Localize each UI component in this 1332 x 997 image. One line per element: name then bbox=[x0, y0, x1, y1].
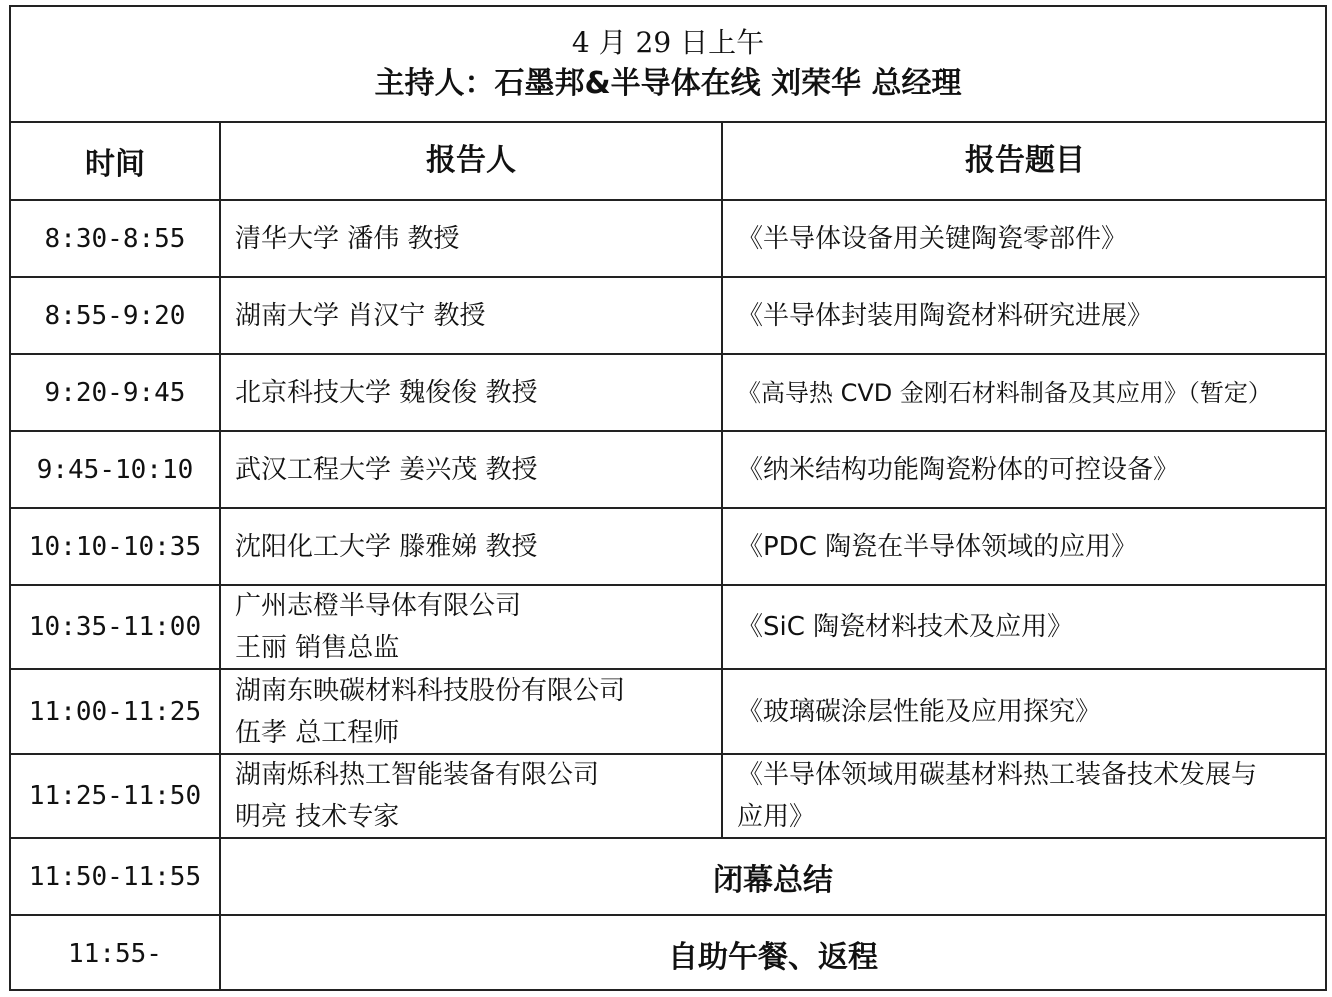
lunch-time: 11:55- bbox=[11, 916, 221, 991]
table-row bbox=[11, 278, 1325, 355]
talk-time: 10:35-11:00 bbox=[11, 586, 221, 668]
schedule-table bbox=[9, 5, 1327, 991]
talk-time: 9:20-9:45 bbox=[11, 355, 221, 430]
talk-topic: 《半导体设备用关键陶瓷零部件》 bbox=[737, 223, 1128, 254]
speaker-affiliation: 湖南东映碳材料科技股份有限公司 bbox=[235, 675, 626, 706]
speaker-name: 沈阳化工大学 滕雅娣 教授 bbox=[235, 531, 538, 562]
column-header-row bbox=[11, 123, 1325, 201]
topic-cell bbox=[723, 278, 1327, 353]
closing-label: 闭幕总结 bbox=[713, 862, 833, 898]
table-row bbox=[11, 670, 1325, 755]
table-row bbox=[11, 586, 1325, 670]
talk-topic: 《高导热 CVD 金刚石材料制备及其应用》（暂定） bbox=[737, 378, 1272, 407]
talk-time: 8:30-8:55 bbox=[11, 201, 221, 276]
lunch-row bbox=[11, 916, 1325, 991]
talk-topic: 《玻璃碳涂层性能及应用探究》 bbox=[737, 696, 1102, 727]
speaker-name: 明亮 技术专家 bbox=[235, 802, 400, 832]
closing-time: 11:50-11:55 bbox=[11, 839, 221, 914]
table-row bbox=[11, 432, 1325, 509]
table-row bbox=[11, 201, 1325, 278]
topic-cell bbox=[723, 201, 1327, 276]
speaker-cell bbox=[221, 278, 723, 353]
talk-topic: 《半导体封装用陶瓷材料研究进展》 bbox=[737, 300, 1154, 331]
closing-row bbox=[11, 839, 1325, 916]
talk-time: 8:55-9:20 bbox=[11, 278, 221, 353]
session-host: 主持人：石墨邦&半导体在线 刘荣华 总经理 bbox=[374, 66, 962, 101]
schedule-grid bbox=[11, 123, 1325, 991]
speaker-name: 清华大学 潘伟 教授 bbox=[235, 223, 460, 254]
table-row bbox=[11, 509, 1325, 586]
column-header-speaker: 报告人 bbox=[221, 123, 723, 199]
schedule-header bbox=[11, 7, 1325, 123]
talk-time: 11:25-11:50 bbox=[11, 755, 221, 837]
talk-time: 10:10-10:35 bbox=[11, 509, 221, 584]
topic-cell bbox=[723, 509, 1327, 584]
speaker-cell bbox=[221, 586, 723, 668]
speaker-affiliation: 湖南烁科热工智能装备有限公司 bbox=[235, 760, 600, 790]
speaker-name: 伍孝 总工程师 bbox=[235, 717, 400, 748]
lunch-label: 自助午餐、返程 bbox=[668, 939, 878, 975]
talk-topic: 《纳米结构功能陶瓷粉体的可控设备》 bbox=[737, 454, 1180, 485]
speaker-cell bbox=[221, 670, 723, 753]
topic-cell bbox=[723, 670, 1327, 753]
speaker-name: 湖南大学 肖汉宁 教授 bbox=[235, 300, 486, 331]
topic-cell bbox=[723, 586, 1327, 668]
topic-cell bbox=[723, 432, 1327, 507]
speaker-cell bbox=[221, 509, 723, 584]
speaker-name: 王丽 销售总监 bbox=[235, 633, 400, 663]
talk-topic: 《SiC 陶瓷材料技术及应用》 bbox=[737, 612, 1074, 642]
column-header-topic: 报告题目 bbox=[965, 143, 1085, 178]
speaker-cell bbox=[221, 432, 723, 507]
talk-time: 9:45-10:10 bbox=[11, 432, 221, 507]
talk-topic: 《半导体领域用碳基材料热工装备技术发展与 bbox=[737, 760, 1258, 790]
table-row bbox=[11, 755, 1325, 839]
table-row bbox=[11, 355, 1325, 432]
speaker-name: 北京科技大学 魏俊俊 教授 bbox=[235, 377, 538, 408]
column-header-time: 时间 bbox=[11, 123, 221, 199]
talk-topic: 《PDC 陶瓷在半导体领域的应用》 bbox=[737, 531, 1138, 562]
topic-cell bbox=[723, 755, 1327, 837]
speaker-cell bbox=[221, 755, 723, 837]
topic-cell bbox=[723, 355, 1327, 430]
speaker-cell bbox=[221, 201, 723, 276]
speaker-affiliation: 广州志橙半导体有限公司 bbox=[235, 591, 522, 621]
speaker-name: 武汉工程大学 姜兴茂 教授 bbox=[235, 454, 538, 485]
speaker-cell bbox=[221, 355, 723, 430]
talk-topic-continued: 应用》 bbox=[737, 802, 816, 832]
session-date: 4 月 29 日上午 bbox=[571, 26, 765, 59]
talk-time: 11:00-11:25 bbox=[11, 670, 221, 753]
